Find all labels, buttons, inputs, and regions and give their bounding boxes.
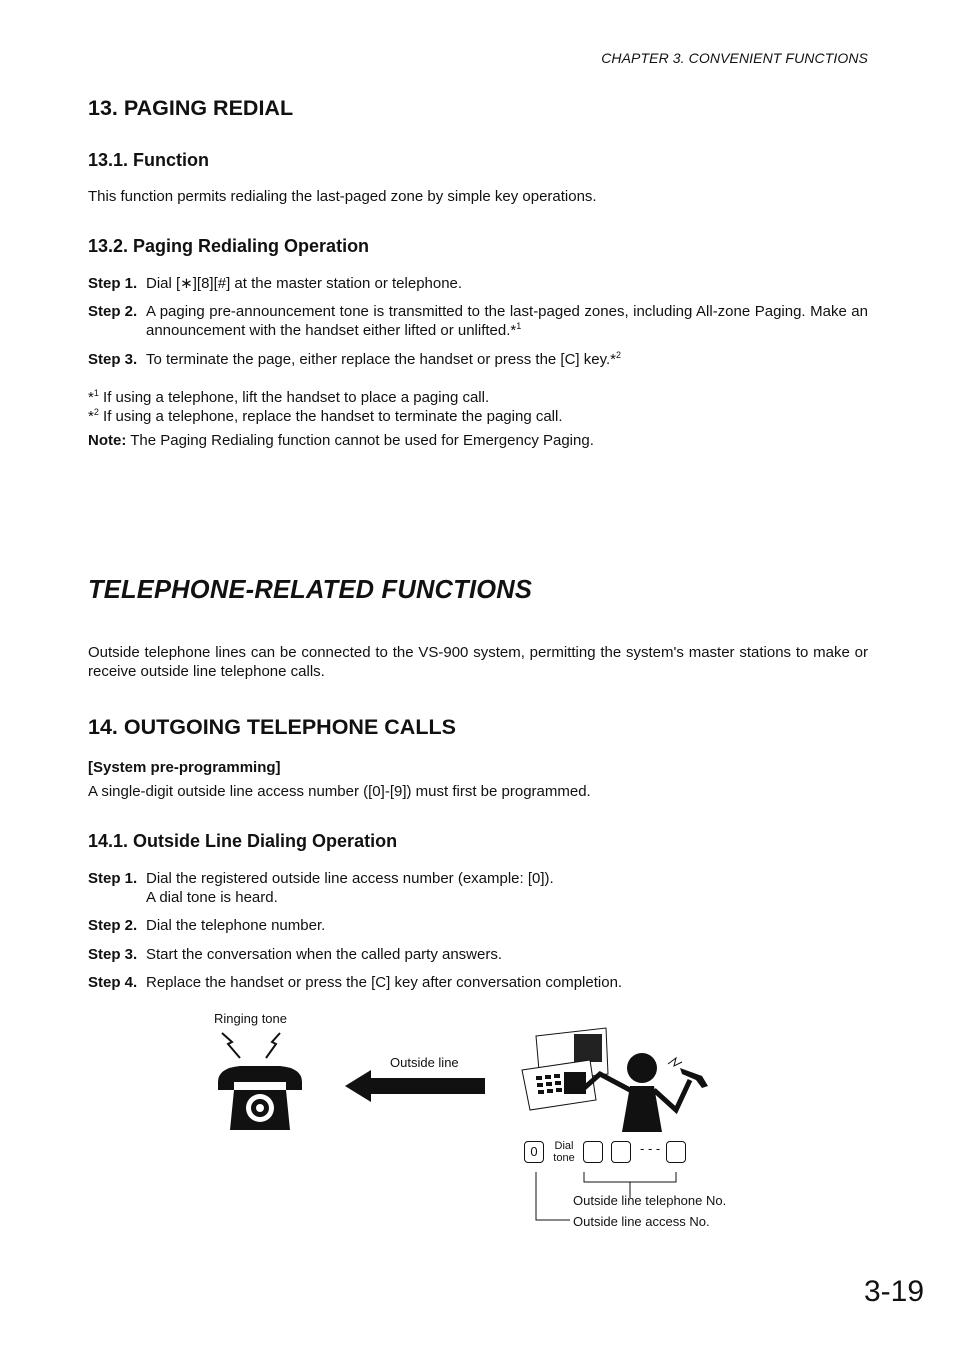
footnote-1	[88, 388, 489, 407]
dial-tone-label	[549, 1140, 579, 1164]
master-station-user-icon	[518, 1024, 718, 1134]
footnote-mark: *	[88, 389, 94, 406]
telephone-functions-title: TELEPHONE-RELATED FUNCTIONS	[88, 576, 533, 604]
dial-word: Dial	[554, 1140, 574, 1152]
section-14-title: 14. OUTGOING TELEPHONE CALLS	[88, 715, 456, 739]
telephone-intro: Outside telephone lines can be connected to the VS-900 system, permitting the system's master stations to make or receive outside line telephone calls.	[88, 644, 868, 680]
tone-word: tone	[553, 1152, 575, 1164]
outside-line-dialing-subtitle: 14.1. Outside Line Dialing Operation	[88, 831, 398, 851]
step-label: Step 1.	[88, 870, 138, 887]
step-4	[88, 973, 868, 992]
step-text-body: To terminate the page, either replace the handset or press the [C] key.*	[146, 351, 616, 368]
ringing-tone-label: Ringing tone	[214, 1011, 287, 1026]
access-no-label: Outside line access No.	[573, 1214, 710, 1229]
dots: - - -	[640, 1141, 661, 1156]
step-label: Step 3.	[88, 351, 138, 368]
step-text: Dial [∗][8][#] at the master station or telephone.	[146, 275, 463, 292]
footnote-sup: 2	[93, 407, 99, 417]
step-text: Replace the handset or press the [C] key after conversation completion.	[146, 974, 623, 991]
note	[88, 431, 594, 450]
step-label: Step 2.	[88, 917, 138, 934]
step-3	[88, 945, 868, 964]
footnote-mark: *	[88, 408, 94, 425]
step-label: Step 3.	[88, 946, 138, 963]
footnote-text: If using a telephone, replace the handset to terminate the paging call.	[98, 408, 563, 425]
preprogramming-text: A single-digit outside line access number ([0]-[9]) must first be programmed.	[88, 783, 591, 800]
key-0: 0	[524, 1141, 544, 1163]
step-1	[88, 274, 868, 293]
step-text	[146, 350, 868, 369]
note-label: Note:	[88, 432, 127, 449]
step-text: Dial the telephone number.	[146, 917, 326, 934]
step-2	[88, 302, 868, 340]
step-label: Step 2.	[88, 303, 138, 320]
footnote-2	[88, 407, 563, 426]
page-number: 3-19	[863, 1275, 924, 1308]
step-label: Step 4.	[88, 974, 138, 991]
step-text	[146, 869, 868, 907]
footnote-ref: 1	[516, 321, 522, 331]
key-blank	[583, 1141, 603, 1163]
step-text-line: A dial tone is heard.	[146, 889, 278, 906]
preprogramming-title: [System pre-programming]	[88, 759, 281, 776]
step-1	[88, 869, 868, 907]
footnote-text: If using a telephone, lift the handset to place a paging call.	[98, 389, 490, 406]
function-text: This function permits redialing the last-paged zone by simple key operations.	[88, 188, 597, 205]
step-text-line: Dial the registered outside line access number (example: [0]).	[146, 870, 554, 887]
step-label: Step 1.	[88, 275, 138, 292]
ringing-telephone-icon	[210, 1028, 310, 1138]
key-blank	[611, 1141, 631, 1163]
function-subtitle: 13.1. Function	[88, 150, 210, 170]
outside-line-label: Outside line	[390, 1055, 459, 1070]
step-2	[88, 916, 868, 935]
note-text: The Paging Redialing function cannot be used for Emergency Paging.	[126, 432, 594, 449]
key-blank	[666, 1141, 686, 1163]
footnote-ref: 2	[616, 350, 622, 360]
chapter-header: CHAPTER 3. CONVENIENT FUNCTIONS	[601, 50, 868, 66]
telephone-no-label: Outside line telephone No.	[573, 1193, 727, 1208]
footnote-sup: 1	[93, 388, 99, 398]
step-text	[146, 302, 868, 340]
paging-redialing-subtitle: 13.2. Paging Redialing Operation	[88, 236, 370, 256]
step-text-body: A paging pre-announcement tone is transmitted to the last-paged zones, including All-zone Paging. Make an announcement with the handset either lifted or unlifted.*	[146, 303, 868, 339]
step-text: Start the conversation when the called party answers.	[146, 946, 503, 963]
step-3	[88, 350, 868, 369]
section-13-title: 13. PAGING REDIAL	[88, 96, 294, 120]
left-arrow-icon	[345, 1068, 487, 1104]
